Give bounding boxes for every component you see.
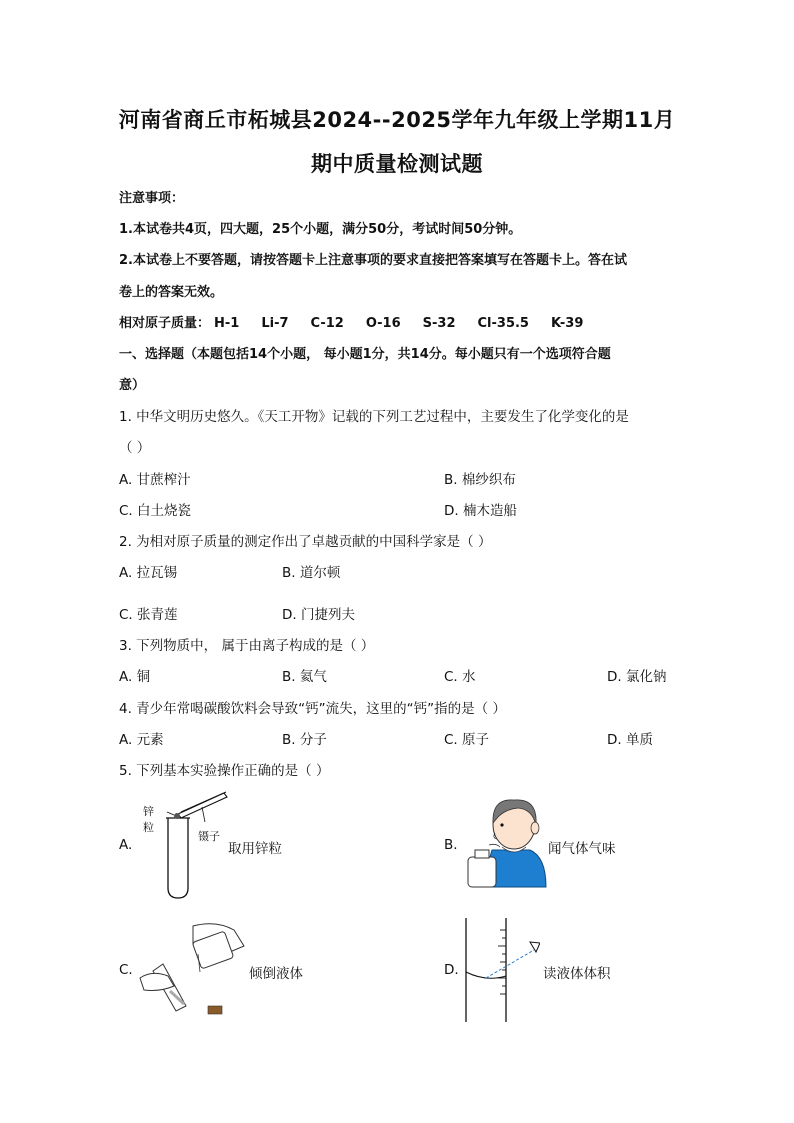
atomic-masses-label: 相对原子质量： — [119, 316, 211, 331]
q3-option-c[interactable]: C. 水 — [444, 669, 476, 685]
question-2-stem: 2. 为相对原子质量的测定作出了卓越贡献的中国科学家是（ ） — [119, 534, 492, 550]
reading-volume-figure — [460, 916, 540, 1026]
q3-option-a[interactable]: A. 铜 — [119, 669, 151, 685]
q5-option-a-label-zinc-2: 粒 — [143, 821, 154, 834]
q3-option-b[interactable]: B. 氦气 — [282, 669, 327, 685]
q5-option-a-label-tweezers: 镊子 — [198, 830, 220, 843]
section-1-heading-line2: 意） — [119, 378, 146, 393]
q1-option-d[interactable]: D. 楠木造船 — [444, 503, 517, 519]
atomic-masses — [119, 312, 605, 331]
notice-heading: 注意事项： — [119, 191, 185, 206]
q5-option-c[interactable]: C. — [119, 962, 133, 978]
q1-option-b[interactable]: B. 棉纱织布 — [444, 472, 516, 488]
question-1-blank: （ ） — [119, 440, 151, 456]
tweezers-test-tube-figure — [150, 788, 240, 903]
q4-option-b[interactable]: B. 分子 — [282, 732, 327, 748]
q2-option-c[interactable]: C. 张青莲 — [119, 607, 178, 623]
q5-option-a-label-zinc-1: 锌 — [143, 805, 154, 818]
mass-s: S-32 — [422, 316, 456, 331]
mass-k: K-39 — [550, 316, 584, 331]
q5-option-b-caption: 闻气体气味 — [548, 841, 616, 857]
q5-option-d[interactable]: D. — [444, 962, 459, 978]
q1-option-c[interactable]: C. 白土烧瓷 — [119, 503, 192, 519]
q5-option-a-caption: 取用锌粒 — [228, 841, 282, 857]
q2-option-a[interactable]: A. 拉瓦锡 — [119, 565, 178, 581]
page-title-line2: 期中质量检测试题 — [311, 152, 483, 176]
q5-option-a[interactable]: A. — [119, 837, 133, 853]
mass-h: H-1 — [214, 316, 240, 331]
mass-cl: Cl-35.5 — [477, 316, 529, 331]
section-1-heading-line1: 一、选择题（本题包括14个小题， 每小题1分，共14分。每小题只有一个选项符合题 — [119, 347, 611, 362]
q4-option-a[interactable]: A. 元素 — [119, 732, 164, 748]
question-1-stem: 1. 中华文明历史悠久。《天工开物》记载的下列工艺过程中，主要发生了化学变化的是 — [119, 409, 629, 425]
q3-option-d[interactable]: D. 氯化钠 — [607, 669, 667, 685]
page-title-line1: 河南省商丘市柘城县2024--2025学年九年级上学期11月 — [118, 108, 676, 132]
notice-item-2-line2: 卷上的答案无效。 — [119, 285, 224, 300]
q5-option-b[interactable]: B. — [444, 837, 458, 853]
question-5-stem: 5. 下列基本实验操作正确的是（ ） — [119, 763, 330, 779]
question-3-stem: 3. 下列物质中， 属于由离子构成的是（ ） — [119, 638, 375, 654]
q4-option-c[interactable]: C. 原子 — [444, 732, 490, 748]
q2-option-b[interactable]: B. 道尔顿 — [282, 565, 341, 581]
q5-option-d-caption: 读液体体积 — [543, 966, 611, 982]
mass-o: O-16 — [365, 316, 401, 331]
q4-option-d[interactable]: D. 单质 — [607, 732, 653, 748]
mass-c: C-12 — [310, 316, 344, 331]
q2-option-d[interactable]: D. 门捷列夫 — [282, 607, 355, 623]
notice-item-1: 1.本试卷共4页，四大题，25个小题，满分50分，考试时间50分钟。 — [119, 222, 522, 237]
smelling-gas-figure — [462, 795, 550, 890]
q5-option-c-caption: 倾倒液体 — [249, 966, 303, 982]
notice-item-2-line1: 2.本试卷上不要答题，请按答题卡上注意事项的要求直接把答案填写在答题卡上。答在试 — [119, 253, 627, 268]
q1-option-a[interactable]: A. 甘蔗榨汁 — [119, 472, 191, 488]
mass-li: Li-7 — [261, 316, 289, 331]
question-4-stem: 4. 青少年常喝碳酸饮料会导致“钙”流失，这里的“钙”指的是（ ） — [119, 701, 506, 717]
pouring-liquid-figure — [138, 916, 248, 1021]
